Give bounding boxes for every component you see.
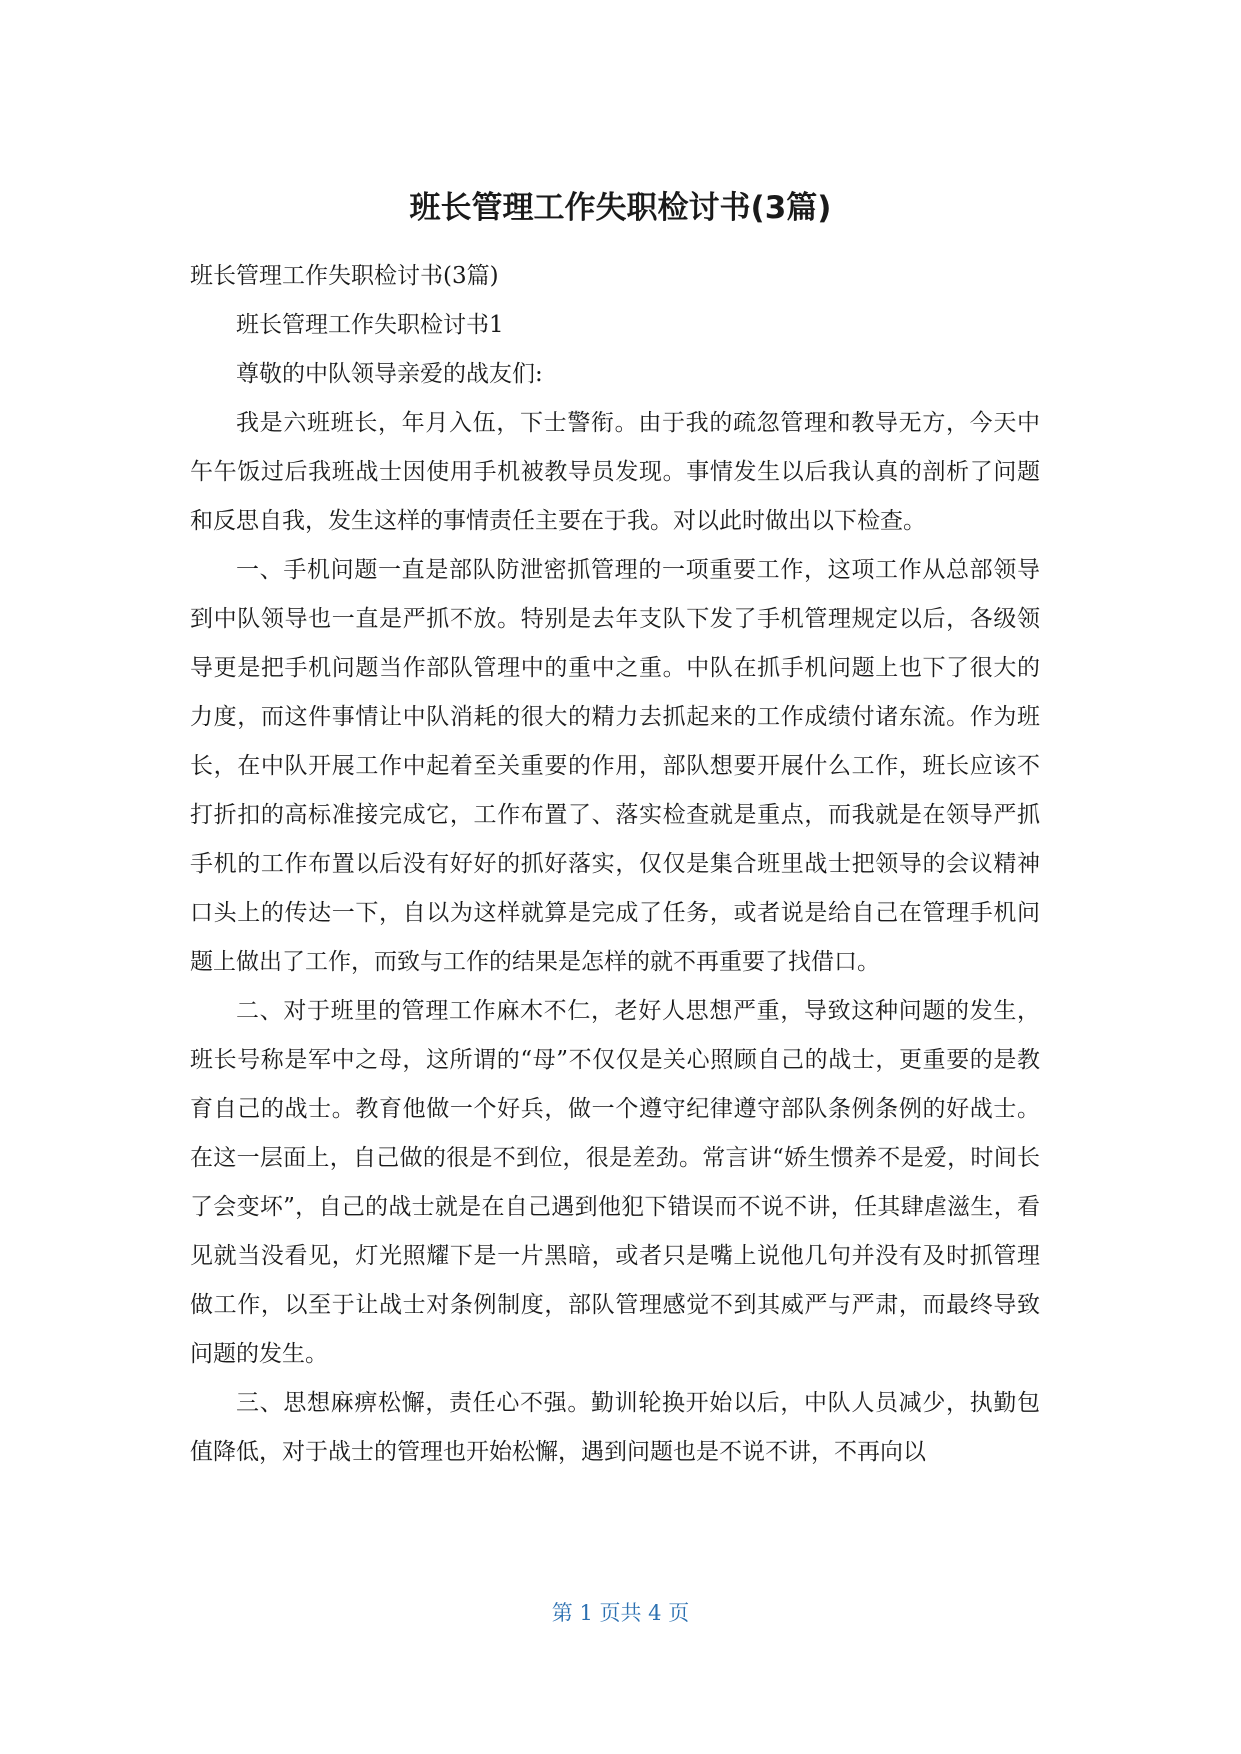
- salutation: 尊敬的中队领导亲爱的战友们:: [236, 361, 543, 387]
- paragraph: 三、思想麻痹松懈，责任心不强。勤训轮换开始以后，中队人员减少，执勤包值降低，对于战士的管理也开始松懈，遇到问题也是不说不讲，不再向以: [190, 1390, 1040, 1465]
- paragraph: 我是六班班长，年月入伍，下士警衔。由于我的疏忽管理和教导无方，今天中午午饭过后我班战士因使用手机被教导员发现。事情发生以后我认真的剖析了问题和反思自我，发生这样的事情责任主要在于我。对以此时做出以下检查。: [190, 410, 1040, 534]
- document-subtitle: 班长管理工作失职检讨书(3篇): [190, 263, 499, 289]
- page-number-footer: 第 1 页共 4 页: [551, 1601, 690, 1625]
- document-body: [190, 252, 1040, 1477]
- paragraph: 一、手机问题一直是部队防泄密抓管理的一项重要工作，这项工作从总部领导到中队领导也一直是严抓不放。特别是去年支队下发了手机管理规定以后，各级领导更是把手机问题当作部队管理中的重中之重。中队在抓手机问题上也下了很大的力度，而这件事情让中队消耗的很大的精力去抓起来的工作成绩付诸东流。作为班长，在中队开展工作中起着至关重要的作用，部队想要开展什么工作，班长应该不打折扣的高标准接完成它，工作布置了、落实检查就是重点，而我就是在领导严抓手机的工作布置以后没有好好的抓好落实，仅仅是集合班里战士把领导的会议精神口头上的传达一下，自以为这样就算是完成了任务，或者说是给自己在管理手机问题上做出了工作，而致与工作的结果是怎样的就不再重要了找借口。: [190, 557, 1040, 975]
- paragraph: 二、对于班里的管理工作麻木不仁，老好人思想严重，导致这种问题的发生，班长号称是军中之母，这所谓的“母”不仅仅是关心照顾自己的战士，更重要的是教育自己的战士。教育他做一个好兵，做一个遵守纪律遵守部队条例条例的好战士。在这一层面上，自己做的很是不到位，很是差劲。常言讲“娇生惯养不是爱，时间长了会变坏”，自己的战士就是在自己遇到他犯下错误而不说不讲，任其肆虐滋生，看见就当没看见，灯光照耀下是一片黑暗，或者只是嘴上说他几句并没有及时抓管理做工作，以至于让战士对条例制度，部队管理感觉不到其威严与严肃，而最终导致问题的发生。: [190, 998, 1040, 1367]
- document-title: 班长管理工作失职检讨书(3篇): [409, 190, 832, 226]
- section-heading: 班长管理工作失职检讨书1: [236, 312, 504, 338]
